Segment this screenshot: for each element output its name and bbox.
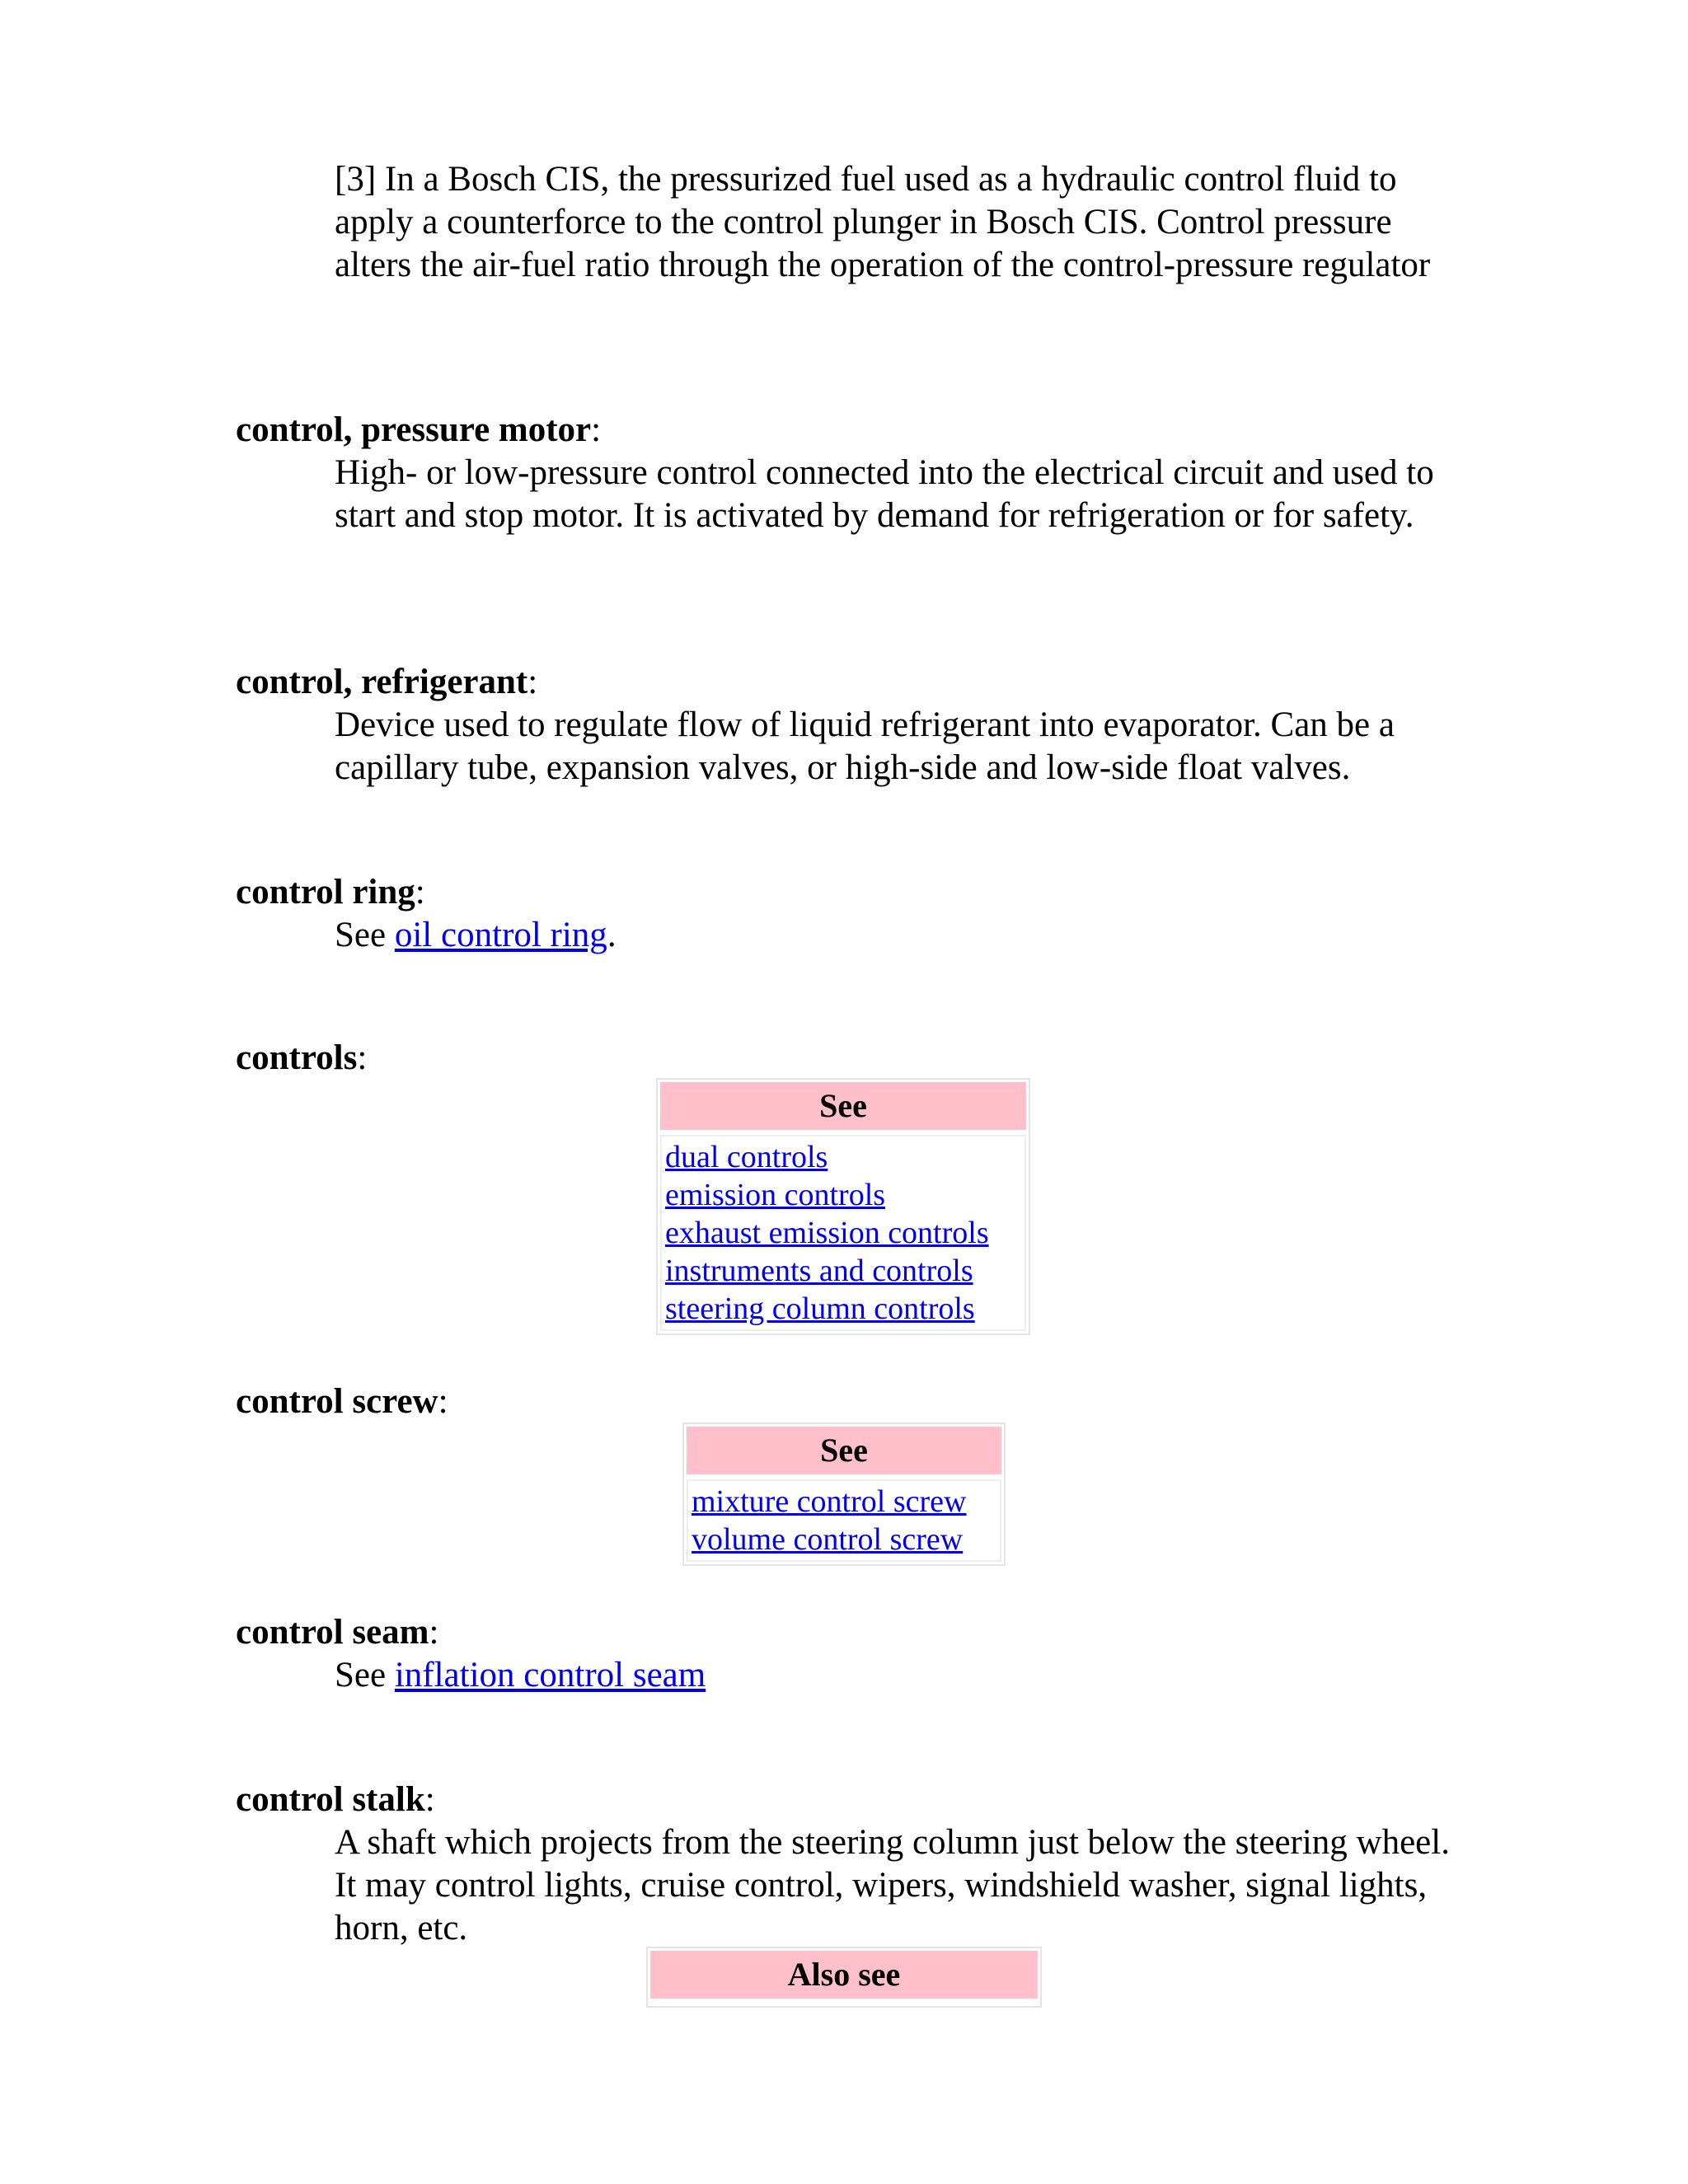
term-heading bbox=[236, 1779, 1472, 1821]
entry-control-ring bbox=[236, 871, 1472, 957]
term-colon: : bbox=[528, 663, 538, 701]
term-heading bbox=[236, 1380, 1472, 1423]
entry-control-seam bbox=[236, 1611, 1472, 1697]
term: control stalk bbox=[236, 1780, 425, 1819]
term: control screw bbox=[236, 1382, 438, 1421]
term-colon: : bbox=[415, 873, 425, 912]
also-see-header: Also see bbox=[650, 1951, 1038, 1999]
see-box-header: See bbox=[687, 1427, 1001, 1474]
link-instruments-and-controls[interactable]: instruments and controls bbox=[665, 1254, 973, 1288]
link-volume-control-screw[interactable]: volume control screw bbox=[692, 1522, 964, 1557]
term-colon: : bbox=[429, 1613, 439, 1652]
term-colon: : bbox=[438, 1382, 448, 1421]
definition-text: Device used to regulate flow of liquid refrigerant into evaporator. Can be a capillary tube, expansion valves, or high-side and low-side float valves. bbox=[335, 705, 1395, 787]
see-box-links bbox=[660, 1135, 1026, 1331]
term-heading bbox=[236, 871, 1472, 914]
link-exhaust-emission-controls[interactable]: exhaust emission controls bbox=[665, 1216, 989, 1250]
see-box-links bbox=[687, 1479, 1001, 1562]
see-box-controls bbox=[656, 1078, 1030, 1335]
term-heading bbox=[236, 661, 1472, 704]
term-colon: : bbox=[424, 1780, 435, 1819]
term-heading bbox=[236, 409, 1472, 452]
link-emission-controls[interactable]: emission controls bbox=[665, 1178, 886, 1212]
link-oil-control-ring[interactable]: oil control ring bbox=[394, 916, 607, 954]
definition-text: High- or low-pressure control connected into the electrical circuit and used to start and stop motor. It is activated by demand for refrigeration or for safety. bbox=[335, 453, 1434, 535]
term-heading bbox=[236, 1611, 1472, 1654]
see-suffix: . bbox=[607, 916, 617, 954]
entry-control-stalk bbox=[236, 1779, 1472, 1950]
link-dual-controls[interactable]: dual controls bbox=[665, 1140, 828, 1174]
also-see-box-control-stalk bbox=[646, 1947, 1042, 2008]
entry-control-pressure-cis bbox=[236, 158, 1472, 287]
definition-text bbox=[335, 914, 1460, 957]
term: control, refrigerant bbox=[236, 663, 528, 701]
term: control seam bbox=[236, 1613, 429, 1652]
definition-text: A shaft which projects from the steering column just below the steering wheel. It may control lights, cruise control, wipers, windshield washer, signal lights, horn, etc. bbox=[335, 1823, 1450, 1947]
definition-text bbox=[335, 1654, 1460, 1697]
term: control, pressure motor bbox=[236, 410, 592, 449]
link-steering-column-controls[interactable]: steering column controls bbox=[665, 1291, 975, 1326]
term-heading bbox=[236, 1037, 1472, 1080]
term-colon: : bbox=[591, 410, 602, 449]
see-box-header: See bbox=[660, 1082, 1026, 1130]
definition-text: [3] In a Bosch CIS, the pressurized fuel used as a hydraulic control fluid to apply a counterforce to the control plunger in Bosch CIS. Control pressure alters the air-fuel ratio through the operation of the control-pressure regulator bbox=[335, 160, 1431, 284]
see-box-control-screw bbox=[682, 1422, 1006, 1566]
term: control ring bbox=[236, 873, 415, 912]
term: controls bbox=[236, 1038, 358, 1077]
see-prefix: See bbox=[335, 1656, 395, 1694]
entry-control-screw bbox=[236, 1380, 1472, 1423]
term-colon: : bbox=[357, 1038, 368, 1077]
link-mixture-control-screw[interactable]: mixture control screw bbox=[692, 1484, 967, 1519]
link-inflation-control-seam[interactable]: inflation control seam bbox=[394, 1656, 706, 1694]
see-prefix: See bbox=[335, 916, 395, 954]
entry-control-refrigerant bbox=[236, 661, 1472, 790]
entry-controls bbox=[236, 1037, 1472, 1080]
entry-control-pressure-motor bbox=[236, 409, 1472, 537]
